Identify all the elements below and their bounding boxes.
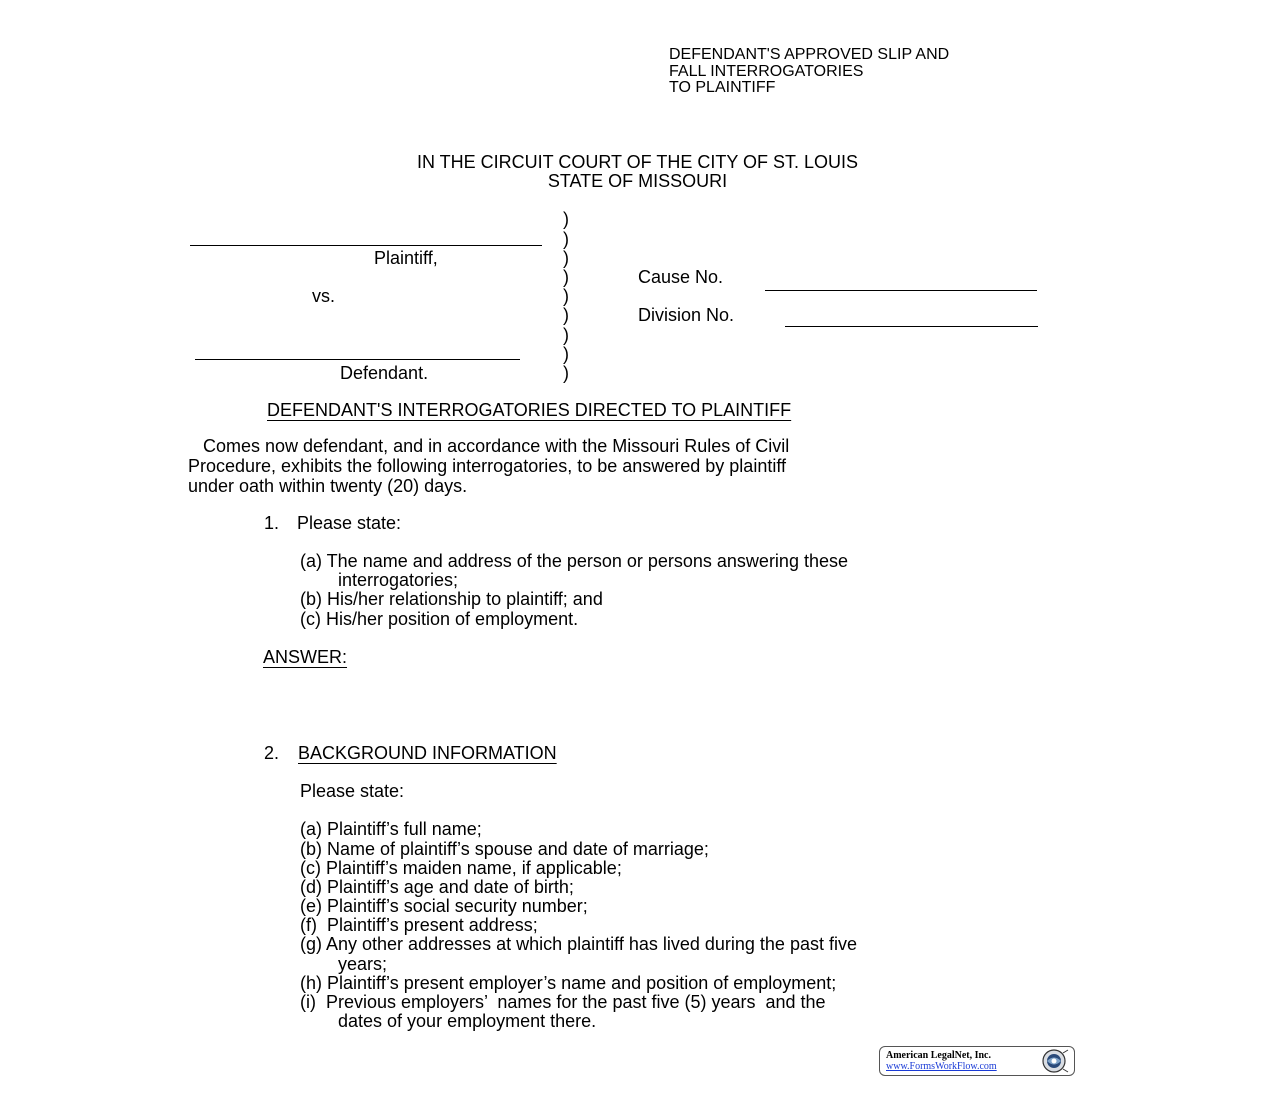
q1-heading: Please state: bbox=[297, 513, 402, 533]
q2-item-b: (b) Name of plaintiff’s spouse and date of marriage; bbox=[300, 839, 709, 859]
q1-item-a-cont: interrogatories; bbox=[338, 570, 459, 590]
q2-number: 2. bbox=[264, 743, 280, 763]
caption-paren: ) bbox=[563, 325, 569, 345]
intro-line-2: Procedure, exhibits the following interrogatories, to be answered by plaintiff bbox=[188, 456, 787, 476]
cause-number-blank[interactable] bbox=[765, 290, 1037, 291]
q1-answer-label: ANSWER: bbox=[263, 647, 348, 667]
form-title-line-1: DEFENDANT'S APPROVED SLIP AND bbox=[669, 46, 950, 63]
american-legalnet-badge[interactable] bbox=[879, 1046, 1075, 1076]
vs-label: vs. bbox=[312, 286, 336, 306]
caption-paren: ) bbox=[563, 229, 569, 249]
q1-number: 1. bbox=[264, 513, 280, 533]
plaintiff-name-blank[interactable] bbox=[190, 245, 542, 246]
division-number-label: Division No. bbox=[638, 305, 735, 325]
q2-item-i-cont: dates of your employment there. bbox=[338, 1011, 597, 1031]
q2-item-a: (a) Plaintiff’s full name; bbox=[300, 819, 482, 839]
court-state: STATE OF MISSOURI bbox=[547, 171, 728, 191]
form-title-line-2: FALL INTERROGATORIES bbox=[669, 63, 864, 80]
court-name: IN THE CIRCUIT COURT OF THE CITY OF ST. LOUIS bbox=[416, 152, 859, 172]
q1-item-c: (c) His/her position of employment. bbox=[300, 609, 579, 629]
cause-number-label: Cause No. bbox=[638, 267, 724, 287]
badge-brand-name: American LegalNet, Inc. bbox=[886, 1050, 991, 1061]
q2-item-g-cont: years; bbox=[338, 954, 388, 974]
caption-paren: ) bbox=[563, 344, 569, 364]
caption-paren: ) bbox=[563, 248, 569, 268]
q2-item-e: (e) Plaintiff’s social security number; bbox=[300, 896, 588, 916]
caption-paren: ) bbox=[563, 286, 569, 306]
intro-line-1: Comes now defendant, and in accordance with the Missouri Rules of Civil bbox=[188, 436, 790, 456]
form-title-line-3: TO PLAINTIFF bbox=[669, 79, 776, 96]
caption-paren: ) bbox=[563, 305, 569, 325]
caption-paren: ) bbox=[563, 209, 569, 229]
globe-logo-icon bbox=[1036, 1048, 1072, 1074]
q2-item-i: (i) Previous employers’ names for the past five (5) years and the bbox=[300, 992, 826, 1012]
badge-website-link[interactable]: www.FormsWorkFlow.com bbox=[886, 1061, 997, 1072]
plaintiff-label: Plaintiff, bbox=[374, 248, 438, 268]
q2-subheading: Please state: bbox=[300, 781, 405, 801]
defendant-label: Defendant. bbox=[340, 363, 429, 383]
division-number-blank[interactable] bbox=[785, 326, 1038, 327]
q2-item-h: (h) Plaintiff’s present employer’s name and position of employment; bbox=[300, 973, 837, 993]
q2-item-f: (f) Plaintiff’s present address; bbox=[300, 915, 538, 935]
caption-paren: ) bbox=[563, 363, 569, 383]
q2-heading: BACKGROUND INFORMATION bbox=[298, 743, 557, 763]
intro-line-3: under oath within twenty (20) days. bbox=[188, 476, 468, 496]
defendant-name-blank[interactable] bbox=[195, 359, 520, 360]
q2-item-g: (g) Any other addresses at which plaintiff has lived during the past five bbox=[300, 934, 857, 954]
q2-item-d: (d) Plaintiff’s age and date of birth; bbox=[300, 877, 574, 897]
q2-item-c: (c) Plaintiff’s maiden name, if applicable; bbox=[300, 858, 622, 878]
caption-paren: ) bbox=[563, 267, 569, 287]
q1-item-a: (a) The name and address of the person or persons answering these bbox=[300, 551, 848, 571]
document-heading: DEFENDANT'S INTERROGATORIES DIRECTED TO PLAINTIFF bbox=[267, 400, 792, 420]
q1-item-b: (b) His/her relationship to plaintiff; and bbox=[300, 589, 603, 609]
